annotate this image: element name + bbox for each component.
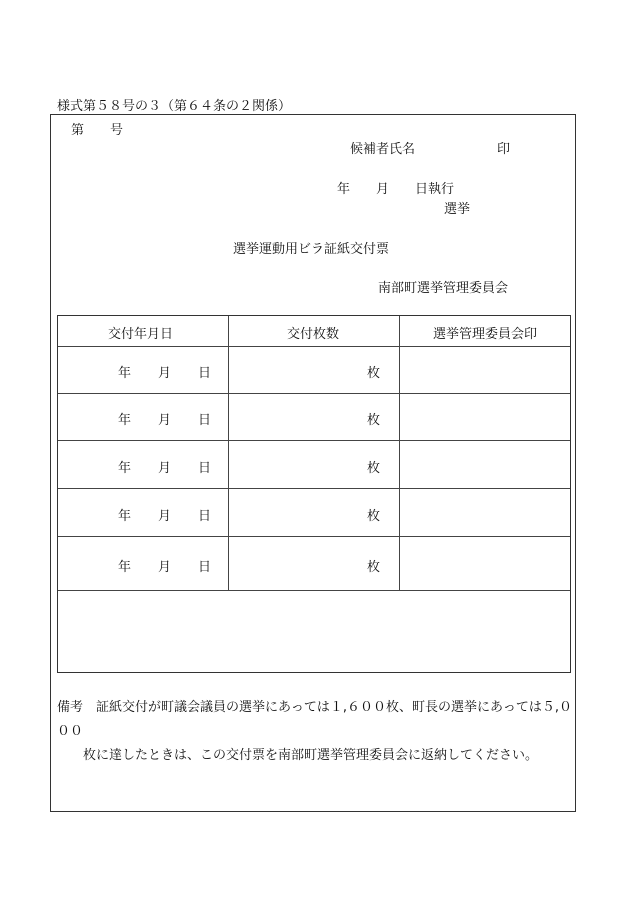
row-month: 月 <box>158 366 172 381</box>
number-label: 第 号 <box>71 123 124 138</box>
row-month: 月 <box>158 461 172 476</box>
row-day: 日 <box>198 560 212 575</box>
election-label: 選挙 <box>444 202 471 217</box>
remarks-line-2: 枚に達したときは、この交付票を南部町選挙管理委員会に返納してください。 <box>83 748 539 763</box>
row-count-unit: 枚 <box>367 560 381 575</box>
row-year: 年 <box>118 413 132 428</box>
row-day: 日 <box>198 509 212 524</box>
row-month: 月 <box>158 560 172 575</box>
row-count-unit: 枚 <box>367 413 381 428</box>
row-count-unit: 枚 <box>367 509 381 524</box>
execution-date: 年 月 日執行 <box>337 182 455 197</box>
row-month: 月 <box>158 413 172 428</box>
document-title: 選挙運動用ビラ証紙交付票 <box>233 242 390 257</box>
seal-label: 印 <box>497 142 511 157</box>
row-day: 日 <box>198 366 212 381</box>
row-year: 年 <box>118 560 132 575</box>
form-caption: 様式第５８号の３（第６４条の２関係） <box>57 99 292 114</box>
row-year: 年 <box>118 366 132 381</box>
row-day: 日 <box>198 461 212 476</box>
row-year: 年 <box>118 461 132 476</box>
row-month: 月 <box>158 509 172 524</box>
table-header-count: 交付枚数 <box>287 327 340 342</box>
row-year: 年 <box>118 509 132 524</box>
table-header-date: 交付年月日 <box>108 327 174 342</box>
remarks-note <box>57 696 577 768</box>
row-count-unit: 枚 <box>367 461 381 476</box>
issuer-name: 南部町選挙管理委員会 <box>378 281 509 296</box>
issuance-table <box>57 315 571 673</box>
row-count-unit: 枚 <box>367 366 381 381</box>
candidate-name-label: 候補者氏名 <box>350 142 416 157</box>
remarks-line-1: 備考 証紙交付が町議会議員の選挙にあっては１,６００枚、町長の選挙にあっては５,０００ <box>57 700 573 739</box>
row-day: 日 <box>198 413 212 428</box>
table-header-seal: 選挙管理委員会印 <box>433 327 538 342</box>
